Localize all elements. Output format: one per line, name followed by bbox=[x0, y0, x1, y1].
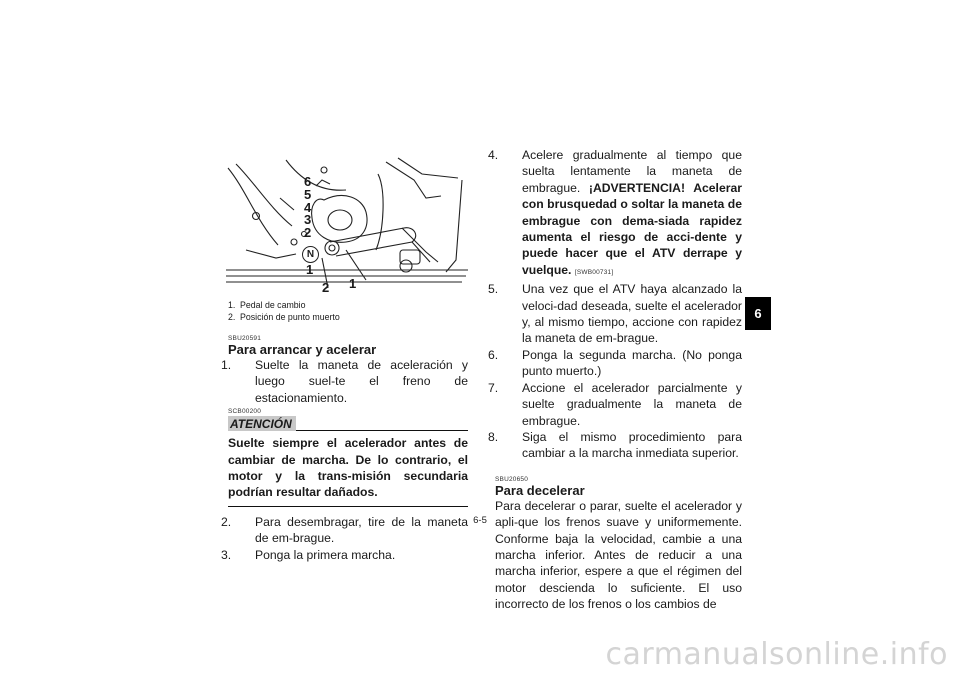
shift-pedal-illustration bbox=[226, 150, 468, 296]
neutral-marker bbox=[302, 246, 319, 263]
right-column bbox=[488, 147, 742, 613]
chapter-tab bbox=[745, 297, 771, 330]
gear-label-1: 1 bbox=[306, 262, 314, 277]
callout-2: 2 bbox=[322, 280, 330, 295]
section-title: Para arrancar y acelerar bbox=[228, 342, 377, 357]
step-6: 6. Ponga la segunda marcha. (No ponga punto muerto.) bbox=[488, 347, 742, 379]
caption-2: 2. Posición de punto muerto bbox=[228, 312, 340, 322]
left-column bbox=[221, 335, 468, 563]
shift-pedal-figure bbox=[226, 150, 468, 296]
gear-label-3: 3 bbox=[304, 212, 312, 228]
caution-code: SCB00200 bbox=[228, 408, 262, 416]
step-3: 3. Ponga la primera marcha. bbox=[221, 547, 396, 562]
section2-body: Para decelerar o parar, suelte el acelerador y apli-que los frenos suave y uniformemente. Conforme baja la velocidad, cambie a una marcha inferior. Antes de reducir a una marcha inferior, espere a que el régimen del motor descienda lo suficiente. El uso incorrecto de los frenos o los cambios de bbox=[495, 498, 742, 612]
footer-watermark: carmanualsonline.info bbox=[605, 637, 948, 672]
step-7: 7. Accione el acelerador parcialmente y suelte gradualmente la maneta de embrague. bbox=[488, 380, 742, 428]
section2-title: Para decelerar bbox=[495, 482, 585, 498]
step-5: 5. Una vez que el ATV haya alcanzado la veloci-dad deseada, suelte el acelerador y, al mismo tiempo, accione con rapidez la maneta de em-brague. bbox=[488, 282, 742, 346]
step-1: 1. Suelte la maneta de aceleración y luego suel-te el freno de estacionamiento. bbox=[221, 358, 468, 405]
neutral-label: N bbox=[306, 249, 315, 260]
caution-label: ATENCIÓN bbox=[228, 416, 296, 431]
gear-label-4: 4 bbox=[304, 199, 312, 215]
gear-label-5: 5 bbox=[304, 186, 312, 202]
step-8: 8. Siga el mismo procedimiento para cambiar a la marcha inmediata superior. bbox=[488, 429, 742, 461]
caution-text: Suelte siempre el acelerador antes de cambiar de marcha. De lo contrario, el motor y la trans-misión secundaria podrían resultar dañados. bbox=[228, 436, 468, 500]
figure-captions bbox=[228, 299, 468, 323]
warning-code: [SWB00731] bbox=[574, 268, 614, 276]
step-4: 4. Acelere gradualmente al tiempo que suelta lentamente la maneta de embrague. ¡ADVERTENCIA! Acelerar con brusquedad o soltar la maneta de embrague con dema-siada rapidez aumenta el riesgo de acci-dente y puede hacer que el ATV derrape y vuelque. [SWB00731] bbox=[488, 148, 742, 277]
caption-1: 1. Pedal de cambio bbox=[228, 300, 306, 310]
callout-1: 1 bbox=[349, 276, 357, 291]
caution-header bbox=[228, 416, 468, 431]
chapter-tab-number: 6 bbox=[754, 306, 762, 321]
section-code: SBU20591 bbox=[228, 335, 262, 342]
warning-text: ¡ADVERTENCIA! Acelerar con brusquedad o soltar la maneta de embrague con dema-siada rapidez aumenta el riesgo de acci-dente y puede hacer que el ATV derrape y vuelque. bbox=[522, 180, 742, 277]
gear-label-2: 2 bbox=[304, 225, 312, 241]
step-2: 2. Para desembragar, tire de la maneta de em-brague. bbox=[221, 514, 468, 546]
page-number: 6-5 bbox=[473, 515, 487, 526]
caution-divider bbox=[228, 506, 468, 507]
section2-code: SBU20650 bbox=[495, 475, 529, 483]
gear-label-6: 6 bbox=[304, 174, 312, 189]
